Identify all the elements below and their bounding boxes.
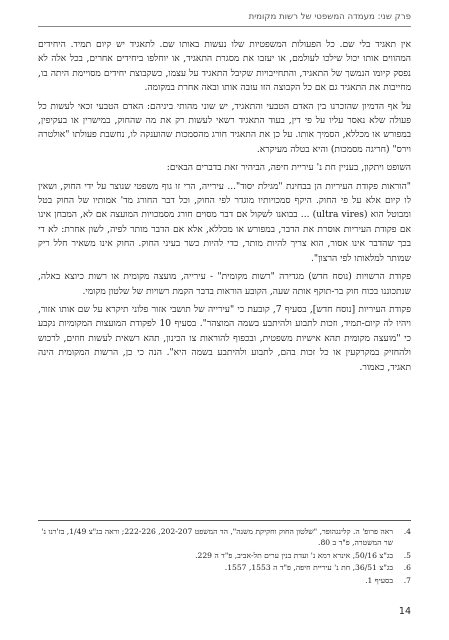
paragraph: פקודת העיריות [נוסח חדש], בסעיף 7, קובעת כי "עירייה של תושבי אזור פלוני תיקרא על שם אותו אזור, ויהיו לה קיום-תמיד, וזכות לתבוע ולהיתבע בשמה המוצהר". בסעיף 10 לפקודת המועצות המקומיות נקבע כי "מועצה מקומית תהא אישיות משפטית, ובכפוף להוראות צו הכינון, תהא רשאית לעשות חוזים, לרכוש ולהחזיק במקרקעין או כל זכות בהם, לתבוע ולהיתבע בשמה היא". הנה כי כן, הרשות המקומית הינה תאגיד, כאמור. bbox=[38, 304, 411, 373]
footnote-text: בג"צ 50/16, אינרא רמא נ' ועדת בנין ערים תל-אביב, פ"ד ה 229. bbox=[195, 550, 393, 560]
quote-intro: השופט ויתקון, בעניין חת נ' עיריית חיפה, הביהיר זאת בדברים הבאים: bbox=[166, 163, 411, 174]
running-header: פרק שני: מעמדה המשפטי של רשות מקומית bbox=[38, 12, 411, 27]
body-text bbox=[38, 38, 411, 379]
footnote-text: בסעיף 1. bbox=[365, 575, 393, 585]
paragraph: אין תאגיד בלי שם. כל הפעולות המשפטיות שלו נעשות באותו שם. לתאגיד יש קיום תמיד. היחידים המהווים אותו יכול שילכו לעולמם, או יעזבו את מסגרת התאגיד, או יוחלפו ביחידים אחרים, בכל אלה לא נפסק קיומו הנמשך של התאגיד, והתחייבויות שקיבל התאגיד על עצמו, כשקבוצת יחידים מסויימת היתה בו, מחייבות את התאגיד גם אם כל הקבוצה הזו עזבה אותו ובאה אחרת במקומה. bbox=[38, 40, 411, 94]
footnotes bbox=[38, 520, 411, 587]
footnote-text: ראה פרופ' ה. קלינגהופר, "שלטון החוק וחקיקת משנה", הד המשפט 202-207, 222-226; וראה בג"צ 1/49, בז'רנו נ' שר המשטרה, פ"ד ב 80. bbox=[41, 527, 393, 548]
footnote-number: 7. bbox=[403, 575, 411, 585]
footnote bbox=[38, 526, 411, 549]
footnote-number: 4. bbox=[403, 527, 411, 536]
footnote bbox=[38, 562, 411, 573]
document-page bbox=[38, 0, 411, 640]
footnote bbox=[38, 575, 411, 586]
paragraph: על אף הדמיון שהזכרנו בין האדם הטבעי והתאגיד, יש שוני מהותי ביניהם: האדם הטבעי זכאי לעשות כל פעולה שלא נאסר עליו על פי דין, בעוד התאגיד רשאי לעשות רק את מה שהחוק, במישרין או בעקיפין, במפורש או מכללא, הסמיך אותו. על כן את התאגיד חורג מהסמכות שהוענקה לו, נחשבת פעולתו "אולטרה וירס" (חריגה מסמכות) והיא בטלה מעיקרא. bbox=[38, 101, 411, 155]
block-quote: "הוראות פקודת העיריות הן בבחינת "מגילת יסוד"... עירייה, הרי זו גוף משפטי שנוצר על ידי החוק, ושאין לו קיום אלא על פי החוק. היקף סמכויותיו מוגדר לפי החוק, וכל דבר החורג מד' אמותיו של החוק בטל ומבוטל הוא (ultra vires) ... בבואנו לשקול אם דבר מסוים חורג מסמכויות המועצה אם לא, המבחן אינו אם פקודת העיריות אוסרת את הדבר, במפורש או מכללא, אלא אם הדבר מותר לפיה, לשון אחרת: לא די בכך שהדבר אינו אסור, הוא צריך להיות מותר, כדי להיות כשר בעיני החוק. החוק אינו משאיר חלל ריק שמותר למלאותו לפי הרצון". bbox=[38, 181, 411, 264]
footnote-number: 6. bbox=[403, 563, 411, 573]
footnote-text: בג"צ 36/51, חת נ' עיריית חיפה, פ"ד ה 1553, 1557. bbox=[224, 563, 393, 573]
footnote-number: 5. bbox=[403, 550, 411, 560]
footnote bbox=[38, 550, 411, 561]
page-number: 14 bbox=[398, 606, 411, 617]
paragraph: פקודת הרשויות (נוסח חדש) מגדירה "רשות מקומית" - עירייה, מועצה מקומית או רשות כיוצא באלה, שנתכוננו בכוח חוק בר-תוקף אותה שעה, הקובע הוראות בדבר הקמת רשויות של שלטון מקומי. bbox=[38, 272, 411, 297]
